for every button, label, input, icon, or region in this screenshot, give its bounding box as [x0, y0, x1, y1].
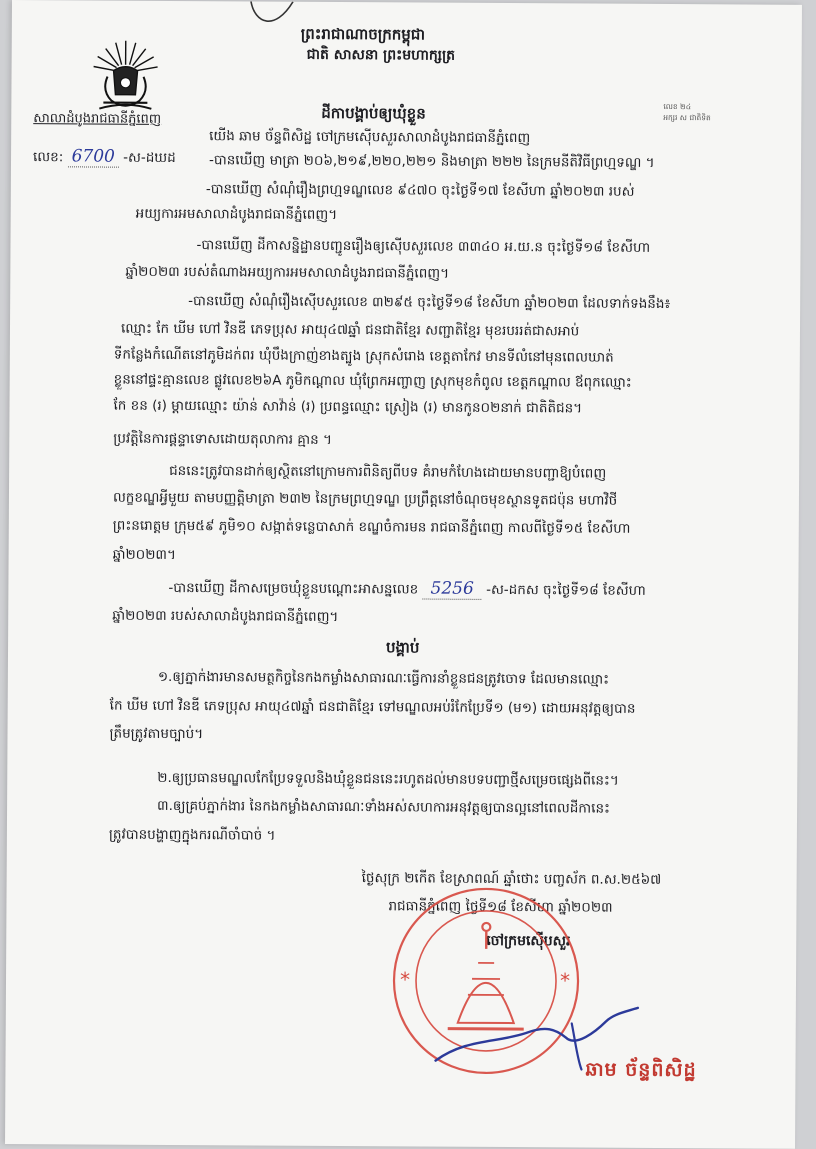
solar-date: រាជធានីភ្នំពេញ ថ្ងៃទី១៨ ខែសីហា ឆ្នាំ២០២៣ [388, 898, 613, 916]
body-line: -បានឃើញ មាត្រា ២០៦,២១៩,២២០,២២១ និងមាត្រា ២២២ នៃក្រមនីតិវិធីព្រហ្មទណ្ឌ ។ [208, 152, 655, 171]
document-page [5, 0, 802, 1149]
court-name: សាលាដំបូងរាជធានីភ្នំពេញ [33, 111, 162, 127]
order-line: ២.ឲ្យប្រធានមណ្ឌលកែប្រែទទួលនិងឃុំខ្លួនជននេះរហូតដល់មានបទបញ្ជាថ្មីសម្រេចផ្សេងពីនេះ។ [157, 769, 619, 789]
body-line: ប្រវត្តិនៃការផ្តន្ទាទោសដោយតុលាការ គ្មាន ។ [113, 430, 332, 448]
body-line: ឆ្នាំ២០២៣។ [112, 546, 176, 564]
body-line: អយ្យការអមសាលាដំបូងរាជធានីភ្នំពេញ។ [135, 205, 338, 223]
body-line: ឈ្មោះ កែ ឃីម ហៅ វិនឌី ភេទប្រុស អាយុ៤៧ឆ្នាំ ជនជាតិខ្មែរ សញ្ជាតិខ្មែរ មុខរបររត់ជាសអាប់ [120, 320, 580, 340]
kingdom-heading: ព្រះរាជាណាចក្រកម្ពុជា [300, 24, 426, 44]
motto-heading: ជាតិ សាសនា ព្រះមហាក្សត្រ [306, 46, 456, 64]
body-line: ជននេះត្រូវបានដាក់ឲ្យស្ថិតនៅក្រោមការពិនិត្យពីបទ គំរាមកំហែងដោយមានបញ្ជាឱ្យបំពេញ [169, 462, 607, 482]
document-title: ដីកាបង្គាប់ឲ្យឃុំខ្លួន [321, 103, 426, 123]
body-line: ទីកន្លែងកំណើតនៅភូមិដក់ពរ ឃុំបឹងក្រាញ់ខាងត្បូង ស្រុកសំរោង ខេត្តតាកែវ មានទីលំនៅមុនពេលឃាត់ [113, 346, 614, 366]
body-line: ឆ្នាំ២០២៣ របស់តំណាងអយ្យការអមសាលាដំបូងរាជធានីភ្នំពេញ។ [125, 263, 450, 282]
order-line: ៣.ឲ្យគ្រប់ភ្នាក់ងារ នៃកងកម្លាំងសាធារណៈទាំងអស់សហការអនុវត្តឲ្យបានល្អនៅពេលដីកានេះ [157, 797, 611, 817]
body-line: ឆ្នាំ២០២៣ របស់សាលាដំបូងរាជធានីភ្នំពេញ។ [112, 607, 339, 626]
body-line: -បានឃើញ សំណុំរឿងព្រហ្មទណ្ឌលេខ ៩៤៧០ ចុះថ្ងៃទី១៧ ខែសីហា ឆ្នាំ២០២៣ របស់ [205, 181, 635, 200]
order-line: កែ ឃីម ហៅ វិនឌី ភេទប្រុស អាយុ៤៧ឆ្នាំ ជនជាតិខ្មែរ ទៅមណ្ឌលអប់រំកែប្រែទី១ (ម១) ដោយអនុវត្តឲ្យបាន [109, 697, 636, 717]
signer-title: ចៅក្រមស៊ើបសួរ [486, 932, 571, 950]
staple-wire-icon [247, 1, 297, 29]
reference-number [33, 148, 176, 166]
lunar-date: ថ្ងៃសុក្រ ២កើត ខែស្រាពណ៍ ឆ្នាំថោះ បញ្ចស័ក ព.ស.២៥៦៧ [361, 870, 662, 888]
ref-handwritten-number: 6700 [68, 146, 119, 167]
svg-text:*: * [559, 968, 571, 993]
ref-suffix: -ស-ដឃដ [123, 149, 176, 167]
order-line: ១.ឲ្យភ្នាក់ងារមានសមត្ថកិច្ចនៃកងកម្លាំងសាធារណៈធ្វើការនាំខ្លួនជនត្រូវចោទ ដែលមានឈ្មោះ [157, 668, 610, 688]
body-line: លក្ខខណ្ឌអ្វីមួយ តាមបញ្ញត្តិមាត្រា ២៣២ នៃក្រមព្រហ្មទណ្ឌ ប្រព្រឹត្តនៅចំណុចមុខស្ថានទូតជប៉ុន មហាវិថី [112, 489, 618, 509]
svg-text:*: * [399, 967, 411, 992]
signer-name-stamp: ឆាម ច័ន្ទពិសិដ្ឋ [585, 1058, 697, 1082]
order-heading: បង្គាប់ [385, 638, 420, 657]
corner-note-1: លេខ ២៤ [663, 101, 692, 112]
body-line: -បានឃើញ ដីកាសម្រេចឃុំខ្លួនបណ្តោះអាសន្នលេខ [168, 579, 419, 598]
body-line: ខ្លួននៅផ្ទះគ្មានលេខ ផ្លូវលេខ២៦A ភូមិកណ្តាល ឃុំព្រែកអញ្ចាញ ស្រុកមុខកំពូល ខេត្តកណ្តាល ឪពុកឈ្មោះ [113, 371, 632, 391]
order-line: ត្រឹមត្រូវតាមច្បាប់។ [109, 725, 204, 743]
order-line: ត្រូវបានបង្ហាញក្នុងករណីចាំបាច់ ។ [108, 826, 276, 844]
body-line: -បានឃើញ សំណុំរឿងស៊ើបសួរលេខ ៣២៩៥ ចុះថ្ងៃទី១៨ ខែសីហា ឆ្នាំ២០២៣ ដែលទាក់ទងនឹង៖ [188, 293, 671, 313]
ref-prefix: លេខ: [32, 149, 64, 166]
court-emblem-icon [85, 34, 165, 114]
body-line: ព្រះនរោត្តម ក្រុម៥៩ ភូមិ១០ សង្កាត់ទន្លេបាសាក់ ខណ្ឌចំការមន រាជធានីភ្នំពេញ កាលពីថ្ងៃទី១៥ ខែសីហា [112, 517, 631, 537]
body-line: កែ ខន (រ) ម្តាយឈ្មោះ យ៉ាន់ សាវ៉ាន់ (រ) ប្រពន្ធឈ្មោះ ស្រៀង (រ) មានកូន០២នាក់ ជាតិតិជន។ [113, 397, 583, 417]
corner-note-2: អក្សរ ស ជាតិទិត [663, 112, 711, 123]
detention-order-line [168, 579, 646, 599]
detention-order-handwritten-number: 5256 [422, 579, 481, 600]
body-line: -បានឃើញ ដីកាសន្និដ្ឋានបញ្ជូនរឿងឲ្យស៊ើបសួរលេខ ៣៣៤០ អ.យ.ន ចុះថ្ងៃទី១៨ ខែសីហា [196, 237, 651, 256]
body-line: -ស-ដកស ចុះថ្ងៃទី១៨ ខែសីហា [486, 581, 646, 599]
body-line: យើង ឆាម ច័ន្ទពិសិដ្ឋ ចៅក្រមស៊ើបសួរសាលាដំបូងរាជធានីភ្នំពេញ [209, 128, 531, 147]
